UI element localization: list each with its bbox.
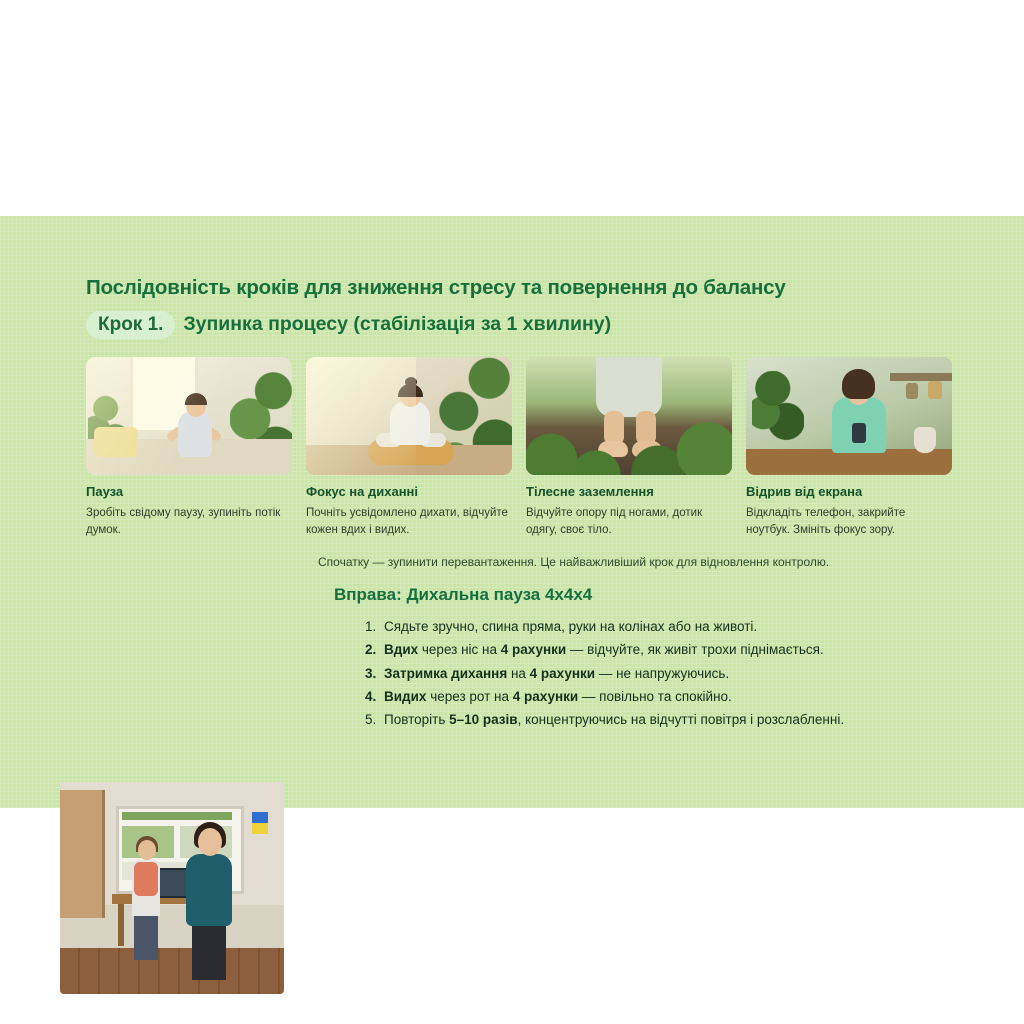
list-item <box>86 357 292 540</box>
card-title: Тілесне заземлення <box>526 483 654 499</box>
list-item <box>380 708 966 731</box>
step-text: через рот на 4 рахунки — повільно та спокійно. <box>426 688 732 704</box>
page-title: Послідовність кроків для зниження стресу та повернення до балансу <box>86 276 786 299</box>
exercise-title: Вправа: Дихальна пауза 4х4х4 <box>334 585 593 605</box>
classroom-presentation-photo <box>60 782 284 994</box>
summary-note: Спочатку — зупинити перевантаження. Це найважливіший крок для відновлення контролю. <box>318 555 830 570</box>
step-text: через ніс на 4 рахунки — відчуйте, як живіт трохи піднімається. <box>418 642 824 658</box>
card-description: Почніть усвідомлено дихати, відчуйте кожен вдих і видих. <box>306 506 508 536</box>
step-text: на 4 рахунки — не напружуючись. <box>507 665 730 681</box>
step-lead: Затримка дихання <box>384 665 508 681</box>
card-description: Відчуйте опору під ногами, дотик одягу, своє тіло. <box>526 506 703 536</box>
slide-canvas <box>0 216 1024 808</box>
exercise-steps <box>334 615 966 731</box>
woman-stretching-in-sunlit-room-photo <box>86 357 292 475</box>
card-title: Пауза <box>86 483 124 499</box>
exercise-block <box>334 585 966 731</box>
list-item <box>746 357 952 540</box>
card-description: Зробіть свідому паузу, зупиніть потік думок. <box>86 506 281 536</box>
step-text: Сядьте зручно, спина пряма, руки на колінах або на животі. <box>384 619 758 635</box>
list-item <box>380 615 966 638</box>
card-list <box>86 357 966 540</box>
card-description: Відкладіть телефон, закрийте ноутбук. Змініть фокус зору. <box>746 506 906 536</box>
woman-at-desk-with-phone-photo <box>746 357 952 475</box>
bare-feet-on-soil-photo <box>526 357 732 475</box>
woman-meditating-on-cushion-photo <box>306 357 512 475</box>
list-item <box>380 638 966 661</box>
slide-content <box>86 276 966 731</box>
list-item <box>306 357 512 540</box>
step-text: Повторіть 5–10 разів, концентруючись на відчутті повітря і розслабленні. <box>384 711 845 727</box>
step-subtitle: Зупинка процесу (стабілізація за 1 хвилину) <box>183 313 612 336</box>
card-title: Відрив від екрана <box>746 483 863 499</box>
card-title: Фокус на диханні <box>306 483 419 499</box>
step-header <box>86 311 966 339</box>
list-item <box>380 662 966 685</box>
step-lead: Вдих <box>384 642 419 658</box>
list-item <box>380 685 966 708</box>
status-badge: Крок 1. <box>86 311 175 339</box>
list-item <box>526 357 732 540</box>
step-lead: Видих <box>384 688 427 704</box>
